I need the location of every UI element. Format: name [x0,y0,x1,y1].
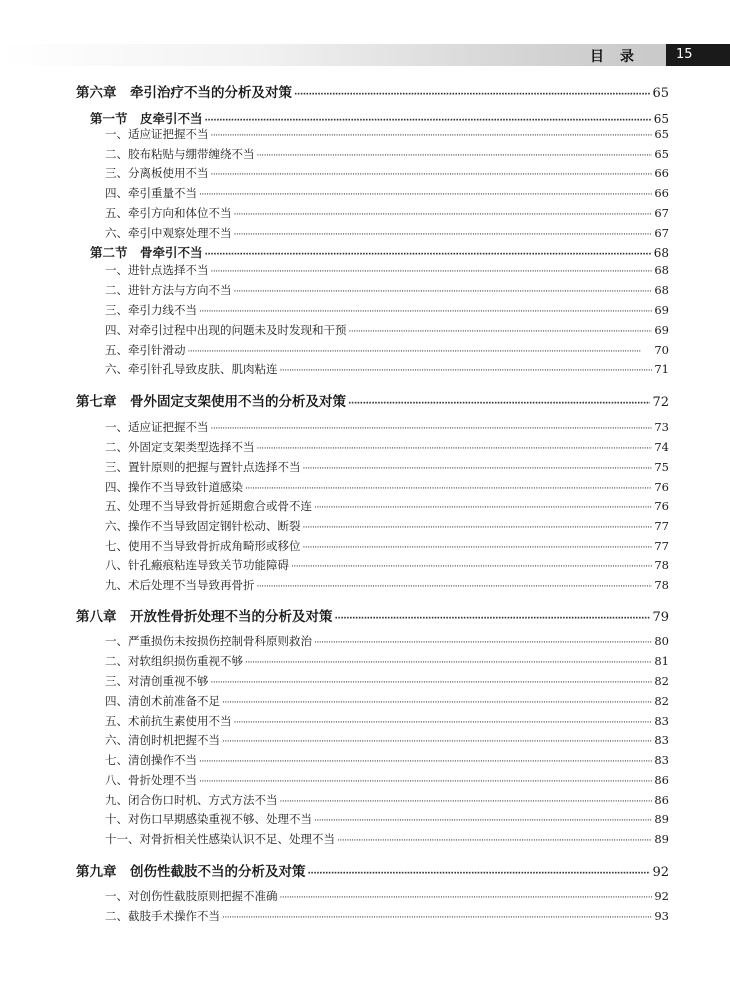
item-title: 五、牵引方向和体位不当 [105,206,232,220]
item-page: 89 [654,832,669,846]
section-title: 第一节 皮牵引不当 [90,111,203,126]
leader-dots [257,444,653,454]
item-page: 81 [654,654,669,668]
toc-item[interactable] [0,772,730,790]
leader-dots [234,210,653,220]
leader-dots [245,658,652,668]
toc-item[interactable] [0,479,730,497]
toc-item[interactable] [0,361,730,379]
leader-dots [348,399,650,409]
toc-item[interactable] [0,538,730,556]
item-title: 四、操作不当导致针道感染 [105,480,243,494]
leader-dots [205,116,652,126]
item-page: 77 [654,539,669,553]
toc-item[interactable] [0,459,730,477]
leader-dots [303,523,653,533]
item-title: 十、对伤口早期感染重视不够、处理不当 [105,812,312,826]
item-title: 一、对创伤性截肢原则把握不准确 [105,889,278,903]
leader-dots [199,190,652,200]
item-page: 70 [654,343,669,357]
toc-chapter[interactable] [0,390,730,412]
item-title: 三、对清创重视不够 [105,674,209,688]
item-page: 69 [654,303,669,317]
item-title: 三、牵引力线不当 [105,303,197,317]
leader-dots [291,562,652,572]
toc-item[interactable] [0,653,730,671]
item-title: 九、术后处理不当导致再骨折 [105,578,255,592]
item-page: 68 [654,283,669,297]
item-page: 66 [654,166,669,180]
leader-dots [222,698,652,708]
toc-item[interactable] [0,752,730,770]
item-page: 69 [654,323,669,337]
section-page: 68 [653,246,669,260]
header-title: 目录 [590,49,650,65]
section-page: 65 [653,112,669,126]
chapter-page: 92 [652,865,669,880]
page-number: 15 [666,44,730,66]
leader-dots [349,327,653,337]
item-title: 一、严重损伤未按损伤控制骨科原则救治 [105,634,312,648]
item-title: 六、操作不当导致固定钢针松动、断裂 [105,519,301,533]
leader-dots [257,151,653,161]
item-page: 92 [654,889,669,903]
toc-item[interactable] [0,713,730,731]
toc-item[interactable] [0,498,730,516]
toc-chapter[interactable] [0,860,730,882]
item-title: 五、术前抗生素使用不当 [105,714,232,728]
item-title: 四、对牵引过程中出现的问题未及时发现和干预 [105,323,347,337]
item-title: 五、牵引针滑动 [105,343,186,357]
toc-item[interactable] [0,888,730,906]
section-title: 第二节 骨牵引不当 [90,245,203,260]
item-page: 74 [654,440,669,454]
leader-dots [280,893,653,903]
toc-item[interactable] [0,673,730,691]
item-title: 四、牵引重量不当 [105,186,197,200]
item-title: 六、牵引针孔导致皮肤、肌肉粘连 [105,362,278,376]
item-page: 67 [654,226,669,240]
leader-dots [211,170,653,180]
leader-dots [211,424,653,434]
leader-dots [234,287,653,297]
toc-item[interactable] [0,126,730,144]
toc-section[interactable] [0,109,730,127]
leader-dots [314,638,652,648]
leader-dots [335,614,651,624]
leader-dots [188,347,653,357]
toc-item[interactable] [0,146,730,164]
leader-dots [211,131,653,141]
chapter-title: 第七章 骨外固定支架使用不当的分析及对策 [76,394,346,410]
chapter-title: 第九章 创伤性截肢不当的分析及对策 [76,864,306,880]
item-title: 二、外固定支架类型选择不当 [105,440,255,454]
chapter-title: 第六章 牵引治疗不当的分析及对策 [76,85,292,101]
leader-dots [234,230,653,240]
chapter-page: 72 [652,395,669,410]
leader-dots [199,307,652,317]
item-page: 86 [654,793,669,807]
toc-item[interactable] [0,518,730,536]
item-title: 六、清创时机把握不当 [105,733,220,747]
leader-dots [294,90,650,100]
item-page: 78 [654,578,669,592]
item-title: 六、牵引中观察处理不当 [105,226,232,240]
leader-dots [280,366,653,376]
toc-item[interactable] [0,282,730,300]
item-page: 73 [654,420,669,434]
leader-dots [199,777,652,787]
item-page: 83 [654,753,669,767]
item-page: 82 [654,694,669,708]
leader-dots [211,267,653,277]
item-title: 二、对软组织损伤重视不够 [105,654,243,668]
leader-dots [222,913,652,923]
leader-dots [280,797,653,807]
chapter-page: 79 [652,610,669,625]
toc-item[interactable] [0,577,730,595]
leader-dots [303,543,653,553]
item-page: 83 [654,714,669,728]
leader-dots [205,250,652,260]
item-title: 一、适应证把握不当 [105,127,209,141]
toc-item[interactable] [0,439,730,457]
item-title: 九、闭合伤口时机、方式方法不当 [105,793,278,807]
toc-section[interactable] [0,243,730,261]
item-page: 76 [654,480,669,494]
toc-chapter[interactable] [0,605,730,627]
item-title: 二、进针方法与方向不当 [105,283,232,297]
item-page: 71 [654,362,669,376]
item-page: 66 [654,186,669,200]
toc-item[interactable] [0,831,730,849]
leader-dots [308,869,651,879]
item-title: 二、截肢手术操作不当 [105,909,220,923]
item-page: 93 [654,909,669,923]
leader-dots [303,464,653,474]
leader-dots [211,678,653,688]
toc-item[interactable] [0,419,730,437]
item-title: 二、胶布粘贴与绷带缠绕不当 [105,147,255,161]
leader-dots [245,484,652,494]
toc-item[interactable] [0,693,730,711]
toc-item[interactable] [0,322,730,340]
leader-dots [199,757,652,767]
leader-dots [234,718,653,728]
leader-dots [337,836,652,846]
leader-dots [222,737,652,747]
item-page: 89 [654,812,669,826]
toc-item[interactable] [0,302,730,320]
item-page: 68 [654,263,669,277]
running-header [0,44,730,66]
toc-item[interactable] [0,165,730,183]
toc-item[interactable] [0,205,730,223]
item-page: 86 [654,773,669,787]
item-title: 五、处理不当导致骨折延期愈合或骨不连 [105,499,312,513]
item-page: 77 [654,519,669,533]
item-title: 十一、对骨折相关性感染认识不足、处理不当 [105,832,335,846]
item-page: 65 [654,127,669,141]
item-title: 三、置针原则的把握与置针点选择不当 [105,460,301,474]
item-page: 83 [654,733,669,747]
toc-item[interactable] [0,908,730,926]
toc-item[interactable] [0,732,730,750]
item-title: 八、针孔瘢痕粘连导致关节功能障碍 [105,558,289,572]
item-title: 三、分离板使用不当 [105,166,209,180]
item-page: 78 [654,558,669,572]
item-title: 七、清创操作不当 [105,753,197,767]
toc-item[interactable] [0,225,730,243]
toc-item[interactable] [0,792,730,810]
toc-item[interactable] [0,342,730,360]
chapter-page: 65 [652,86,669,101]
chapter-title: 第八章 开放性骨折处理不当的分析及对策 [76,609,333,625]
item-title: 八、骨折处理不当 [105,773,197,787]
toc-item[interactable] [0,185,730,203]
item-page: 76 [654,499,669,513]
toc-item[interactable] [0,262,730,280]
item-title: 一、适应证把握不当 [105,420,209,434]
item-page: 80 [654,634,669,648]
item-page: 75 [654,460,669,474]
item-title: 四、清创术前准备不足 [105,694,220,708]
leader-dots [257,582,653,592]
leader-dots [314,503,652,513]
item-page: 82 [654,674,669,688]
item-title: 七、使用不当导致骨折成角畸形或移位 [105,539,301,553]
toc-item[interactable] [0,557,730,575]
item-page: 65 [654,147,669,161]
item-page: 67 [654,206,669,220]
toc-chapter[interactable] [0,81,730,103]
toc-item[interactable] [0,633,730,651]
toc-item[interactable] [0,811,730,829]
item-title: 一、进针点选择不当 [105,263,209,277]
leader-dots [314,816,652,826]
